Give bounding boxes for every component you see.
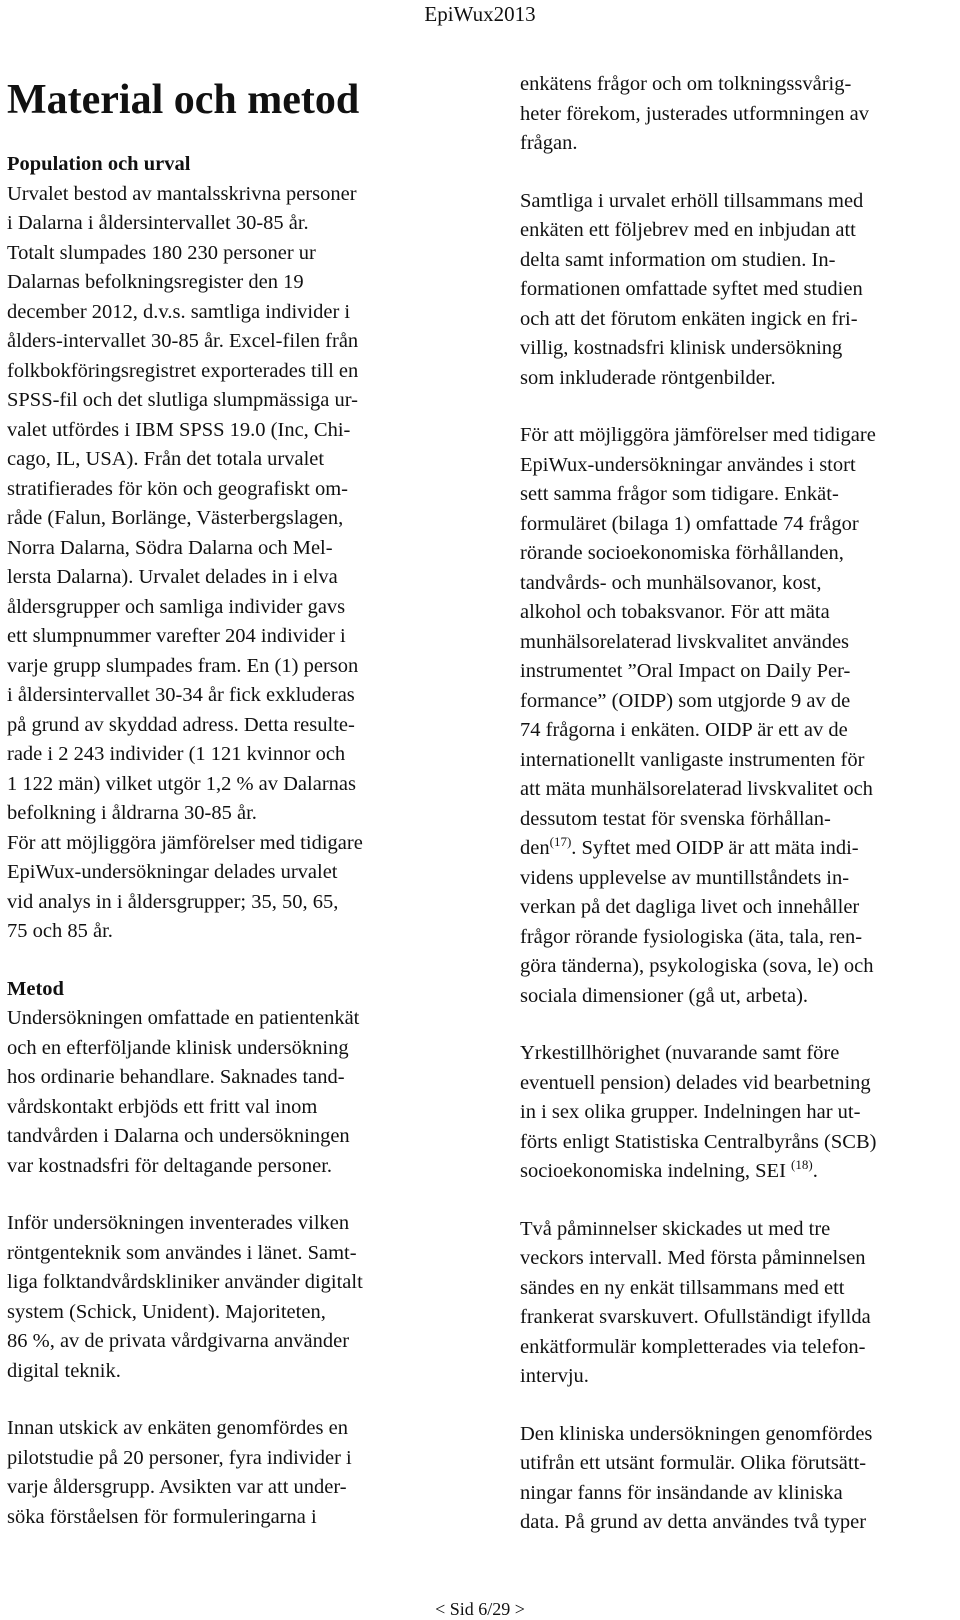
paminnelse-paragraph: [520, 1215, 960, 1392]
enkat-paragraph: [520, 421, 960, 1011]
text-line: EpiWux-undersökningar delades urvalet: [7, 861, 338, 883]
text-line: göra tänderna), psykologiska (sova, le) och: [520, 955, 874, 977]
text-line: förts enligt Statistiska Centralbyråns (SCB): [520, 1130, 877, 1153]
text-line: valet utfördes i IBM SPSS 19.0 (Inc, Chi-: [7, 418, 351, 441]
text-line: sociala dimensioner (gå ut, arbeta).: [520, 984, 809, 1007]
metod-paragraph: [7, 1004, 447, 1181]
text-line: frågor rörande fysiologiska (äta, tala, ren-: [520, 925, 863, 948]
klinisk-paragraph: [520, 1420, 960, 1538]
text-line: vid analys in i åldersgrupper; 35, 50, 65,: [7, 890, 339, 913]
text-line: enkäten ett följebrev med en inbjudan att: [520, 219, 856, 241]
text-line: att mäta munhälsorelaterad livskvalitet och: [520, 778, 873, 800]
text-line: var kostnadsfri för deltagande personer.: [7, 1154, 333, 1177]
text-line: hos ordinarie behandlare. Saknades tand-: [7, 1066, 345, 1088]
text-line: i åldersintervallet 30-34 år fick exkluderas: [7, 684, 355, 706]
text-line: frågan.: [520, 132, 578, 154]
text-line: internationellt vanligaste instrumenten för: [520, 748, 865, 771]
text-line: 75 och 85 år.: [7, 920, 113, 942]
text-line: digital teknik.: [7, 1359, 121, 1382]
text-line: ålders-intervallet 30-85 år. Excel-filen från: [7, 330, 359, 352]
text-line: enkätformulär kompletterades via telefon-: [520, 1335, 866, 1358]
text-line: eventuell pension) delades vid bearbetning: [520, 1071, 871, 1094]
text-line: Den kliniska undersökningen genomfördes: [520, 1422, 873, 1445]
text-line: Totalt slumpades 180 230 personer ur: [7, 241, 316, 264]
text-line: befolkning i åldrarna 30-85 år.: [7, 802, 257, 824]
pilot-paragraph: [7, 1414, 447, 1532]
text-line: Inför undersökningen inventerades vilken: [7, 1212, 350, 1234]
text-line: instrumentet ”Oral Impact on Daily Per-: [520, 660, 851, 682]
text-line: råde (Falun, Borlänge, Västerbergslagen,: [7, 507, 344, 529]
text-line: Undersökningen omfattade en patientenkät: [7, 1007, 360, 1029]
text-line: För att möjliggöra jämförelser med tidigare: [520, 424, 876, 446]
text-line: lersta Dalarna). Urvalet delades in i elva: [7, 566, 338, 588]
text-line: SPSS-fil och det slutliga slumpmässiga ur-: [7, 389, 358, 411]
text-line: den$^{(17)}$. Syftet med OIDP är att mäta indi-: [520, 834, 859, 859]
yrke-paragraph: [520, 1039, 960, 1187]
text-line: cago, IL, USA). Från det totala urvalet: [7, 448, 325, 470]
population-heading: Population och urval: [7, 153, 191, 175]
text-line: delta samt information om studien. In-: [520, 248, 836, 271]
text-line: alkohol och tobaksvanor. För att mäta: [520, 601, 830, 623]
text-line: december 2012, d.v.s. samtliga individer i: [7, 300, 351, 323]
text-line: tandvården i Dalarna och undersökningen: [7, 1125, 350, 1147]
text-line: Två påminnelser skickades ut med tre: [520, 1217, 831, 1240]
text-line: tandvårds- och munhälsovanor, kost,: [520, 571, 822, 594]
text-line: För att möjliggöra jämförelser med tidigare: [7, 831, 363, 854]
text-line: intervju.: [520, 1365, 589, 1387]
text-line: verkan på det dagliga livet och innehåller: [520, 896, 860, 918]
text-line: veckors intervall. Med första påminnelsen: [520, 1247, 866, 1269]
text-line: frankerat svarskuvert. Ofullständigt ifyllda: [520, 1306, 871, 1328]
text-line: heter förekom, justerades utformningen av: [520, 102, 869, 125]
text-line: data. På grund av detta användes två typer: [520, 1511, 867, 1533]
text-line: pilotstudie på 20 personer, fyra individer i: [7, 1446, 352, 1469]
text-line: stratifierades för kön och geografiskt om-: [7, 477, 348, 500]
text-line: röntgenteknik som användes i länet. Samt-: [7, 1241, 357, 1264]
text-line: ett slumpnummer varefter 204 individer i: [7, 625, 346, 647]
text-line: utifrån ett utsänt formulär. Olika förutsätt-: [520, 1452, 867, 1474]
text-line: rörande socioekonomiska förhållanden,: [520, 542, 844, 564]
text-line: villig, kostnadsfri klinisk undersökning: [520, 337, 843, 359]
text-line: munhälsorelaterad livskvalitet användes: [520, 630, 850, 653]
text-line: Samtliga i urvalet erhöll tillsammans med: [520, 189, 864, 212]
right-column: [520, 0, 960, 1538]
rontgen-paragraph: [7, 1209, 447, 1386]
text-line: ningar fanns för insändande av kliniska: [520, 1481, 843, 1504]
metod-heading: Metod: [7, 977, 64, 1000]
text-line: formationen omfattade syftet med studien: [520, 278, 863, 300]
text-line: Urvalet bestod av mantalsskrivna personer: [7, 182, 357, 205]
continuation-paragraph: [520, 70, 960, 159]
text-line: varje åldersgrupp. Avsikten var att under-: [7, 1476, 347, 1498]
text-line: som inkluderade röntgenbilder.: [520, 366, 776, 389]
text-line: EpiWux-undersökningar användes i stort: [520, 453, 856, 476]
text-line: formuläret (bilaga 1) omfattade 74 frågor: [520, 512, 859, 535]
text-line: socioekonomiska indelning, SEI $^{(18)}$.: [520, 1157, 818, 1182]
text-line: varje grupp slumpades fram. En (1) person: [7, 654, 359, 677]
folj-paragraph: [520, 187, 960, 394]
reference-18: (18): [791, 1157, 813, 1172]
population-paragraph: [7, 180, 447, 947]
text-line: 1 122 män) vilket utgör 1,2 % av Dalarnas: [7, 772, 356, 795]
left-column: [7, 0, 447, 1532]
text-line: videns upplevelse av muntillståndets in-: [520, 866, 850, 889]
text-line: folkbokföringsregistret exporterades till en: [7, 359, 359, 382]
text-line: och en efterföljande klinisk undersökning: [7, 1036, 349, 1059]
text-line: system (Schick, Unident). Majoriteten,: [7, 1300, 326, 1323]
page-number: < Sid 6/29 >: [435, 1599, 525, 1619]
text-line: 74 frågorna i enkäten. OIDP är ett av de: [520, 719, 848, 741]
text-line: i Dalarna i åldersintervallet 30-85 år.: [7, 212, 309, 234]
text-line: Norra Dalarna, Södra Dalarna och Mel-: [7, 536, 333, 559]
text-line: Innan utskick av enkäten genomfördes en: [7, 1417, 348, 1439]
text-line: sett samma frågor som tidigare. Enkät-: [520, 483, 839, 505]
text-line: Yrkestillhörighet (nuvarande samt före: [520, 1042, 840, 1064]
text-line: sändes en ny enkät tillsammans med ett: [520, 1276, 845, 1299]
running-header: EpiWux2013: [424, 2, 536, 26]
text-line: enkätens frågor och om tolkningssvårig-: [520, 73, 852, 95]
text-line: dessutom testat för svenska förhållan-: [520, 807, 831, 830]
text-line: formance” (OIDP) som utgjorde 9 av de: [520, 689, 851, 712]
text-line: på grund av skyddad adress. Detta resulte-: [7, 713, 355, 736]
reference-17: (17): [549, 834, 572, 849]
text-line: vårdskontakt erbjöds ett fritt val inom: [7, 1095, 318, 1118]
text-line: och att det förutom enkäten ingick en fri-: [520, 307, 858, 330]
text-line: Dalarnas befolkningsregister den 19: [7, 271, 304, 293]
text-line: 86 %, av de privata vårdgivarna använder: [7, 1330, 350, 1352]
text-line: in i sex olika grupper. Indelningen har ut-: [520, 1101, 861, 1123]
text-line: rade i 2 243 individer (1 121 kvinnor och: [7, 743, 346, 765]
page-title: Material och metod: [7, 77, 360, 123]
text-line: liga folktandvårdskliniker använder digitalt: [7, 1271, 363, 1293]
text-line: söka förståelsen för formuleringarna i: [7, 1505, 317, 1528]
text-line: åldersgrupper och samliga individer gavs: [7, 595, 346, 618]
